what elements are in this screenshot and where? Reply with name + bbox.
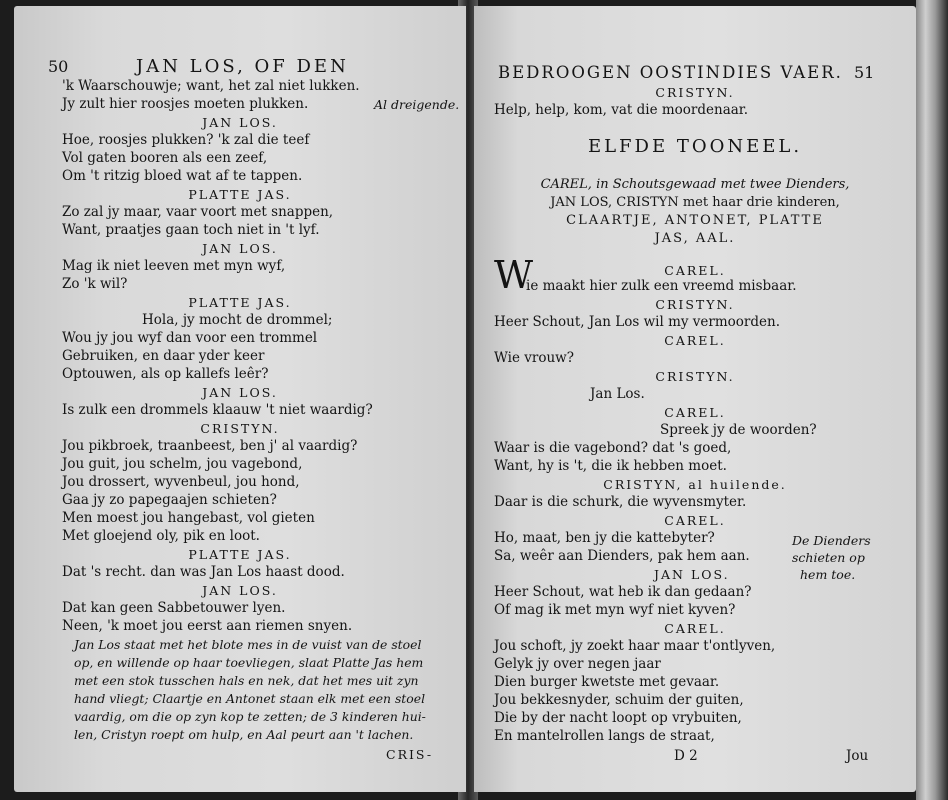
cast-line: CAREL, in Schoutsgewaad met twee Dienders, xyxy=(540,177,850,192)
verse-line: Dien burger kwetste met gevaar. xyxy=(494,674,720,690)
verse-line: Hoe, roosjes plukken? 'k zal die teef xyxy=(62,132,310,148)
verse-line: Ho, maat, ben jy die kattebyter? xyxy=(494,530,715,546)
verse-line: Jou drossert, wyvenbeul, jou hond, xyxy=(62,474,300,490)
speaker-label: PLATTE JAS. xyxy=(188,295,292,310)
verse-line: Of mag ik met myn wyf niet kyven? xyxy=(494,602,736,618)
verse-line: Jy zult hier roosjes moeten plukken. xyxy=(62,96,309,112)
verse-line: Zo zal jy maar, vaar voort met snappen, xyxy=(62,204,334,220)
speaker-label: CRISTYN. xyxy=(655,85,735,100)
speaker-label: PLATTE JAS. xyxy=(188,547,292,562)
verse-line: Want, praatjes gaan toch niet in 't lyf. xyxy=(62,222,320,238)
verse-line: En mantelrollen langs de straat, xyxy=(494,728,715,744)
cast-line: JAS, AAL. xyxy=(654,231,736,246)
verse-line: Gelyk jy over negen jaar xyxy=(494,656,661,672)
verse-line: Om 't ritzig bloed wat af te tappen. xyxy=(62,168,303,184)
verse-line: Wou jy jou wyf dan voor een trommel xyxy=(62,330,318,346)
verse-line: Jan Los. xyxy=(590,386,645,402)
verse-line: Die by der nacht loopt op vrybuiten, xyxy=(494,710,742,726)
cast-line: JAN LOS, CRISTYN met haar drie kinderen, xyxy=(550,195,840,210)
verse-line: Optouwen, als op kallefs leêr? xyxy=(62,366,269,382)
verse-line: Spreek jy de woorden? xyxy=(660,422,817,438)
stage-direction: De Dienders xyxy=(792,533,871,548)
speaker-label: JAN LOS. xyxy=(654,567,730,582)
speaker-label: CAREL. xyxy=(664,405,726,420)
stage-direction: Jan Los staat met het blote mes in de vuist van de stoel xyxy=(74,637,422,652)
stage-direction: op, en willende op haar toevliegen, slaat Platte Jas hem xyxy=(74,655,424,670)
verse-line: ie maakt hier zulk een vreemd misbaar. xyxy=(526,278,797,294)
verse-line: Jou bekkesnyder, schuim der guiten, xyxy=(494,692,744,708)
page-number: 51 xyxy=(854,63,875,82)
verse-line: Vol gaten booren als een zeef, xyxy=(62,150,268,166)
verse-line: Dat 's recht. dan was Jan Los haast dood. xyxy=(62,564,345,580)
verse-line: Jou pikbroek, traanbeest, ben j' al vaardig? xyxy=(62,438,358,454)
speaker-label: CAREL. xyxy=(664,513,726,528)
stage-direction: hand vliegt; Claartje en Antonet staan elk met een stoel xyxy=(74,691,426,706)
left-page xyxy=(14,6,466,792)
stage-direction: len, Cristyn roept om hulp, en Aal peurt aan 't lachen. xyxy=(74,727,414,742)
stage-direction: schieten op xyxy=(792,550,865,565)
verse-line: Daar is die schurk, die wyvensmyter. xyxy=(494,494,747,510)
verse-line: Men moest jou hangebast, vol gieten xyxy=(62,510,315,526)
speaker-label: CAREL. xyxy=(664,333,726,348)
verse-line: Waar is die vagebond? dat 's goed, xyxy=(494,440,732,456)
cast-line: CLAARTJE, ANTONET, PLATTE xyxy=(566,213,824,228)
stage-direction: hem toe. xyxy=(800,567,856,582)
verse-line: Heer Schout, Jan Los wil my vermoorden. xyxy=(494,314,780,330)
speaker-label: CRISTYN. xyxy=(655,297,735,312)
stage-direction: Al dreigende. xyxy=(374,97,460,112)
verse-line: Zo 'k wil? xyxy=(62,276,128,292)
speaker-label: CRISTYN. xyxy=(655,369,735,384)
right-page xyxy=(474,6,916,792)
verse-line: Sa, weêr aan Dienders, pak hem aan. xyxy=(494,548,750,564)
scene-title: ELFDE TOONEEL. xyxy=(587,136,803,157)
verse-line: Jou schoft, jy zoekt haar maar t'ontlyven, xyxy=(494,638,776,654)
verse-line: Hola, jy mocht de drommel; xyxy=(142,312,333,328)
speaker-label: CAREL. xyxy=(664,621,726,636)
stage-direction: met een stok tusschen hals en nek, dat het mes uit zyn xyxy=(74,673,419,688)
stage-direction: vaardig, om die op zyn kop te zetten; de 3 kinderen hui- xyxy=(74,709,426,724)
speaker-label: JAN LOS. xyxy=(202,241,278,256)
verse-line: Wie vrouw? xyxy=(494,350,574,366)
speaker-label: JAN LOS. xyxy=(202,115,278,130)
page-number: 50 xyxy=(48,57,69,76)
verse-line: Want, hy is 't, die ik hebben moet. xyxy=(494,458,727,474)
verse-line: Mag ik niet leeven met myn wyf, xyxy=(62,258,286,274)
verse-line: Dat kan geen Sabbetouwer lyen. xyxy=(62,600,286,616)
verse-line: Neen, 'k moet jou eerst aan riemen snyen. xyxy=(62,618,353,634)
speaker-label: CRISTYN, al huilende. xyxy=(603,477,787,492)
verse-line: Help, help, kom, vat die moordenaar. xyxy=(494,102,749,118)
speaker-label: JAN LOS. xyxy=(202,583,278,598)
catchword: CRIS- xyxy=(386,747,434,762)
verse-line: Gebruiken, en daar yder keer xyxy=(62,348,265,364)
running-head: BEDROOGEN OOSTINDIES VAER. xyxy=(498,63,843,82)
verse-line: Is zulk een drommels klaauw 't niet waardig? xyxy=(62,402,373,418)
speaker-label: JAN LOS. xyxy=(202,385,278,400)
verse-line: Jou guit, jou schelm, jou vagebond, xyxy=(62,456,303,472)
verse-line: 'k Waarschouwje; want, het zal niet lukken. xyxy=(62,78,360,94)
speaker-label: CAREL. xyxy=(664,263,726,278)
catchword: Jou xyxy=(846,748,869,764)
running-head: JAN LOS, OF DEN xyxy=(136,56,349,77)
signature-mark: D 2 xyxy=(674,748,698,764)
page-edges xyxy=(916,0,948,800)
speaker-label: PLATTE JAS. xyxy=(188,187,292,202)
speaker-label: CRISTYN. xyxy=(200,421,280,436)
verse-line: Met gloejend oly, pik en loot. xyxy=(62,528,260,544)
drop-capital: W xyxy=(494,253,534,297)
verse-line: Gaa jy zo papegaajen schieten? xyxy=(62,492,277,508)
verse-line: Heer Schout, wat heb ik dan gedaan? xyxy=(494,584,752,600)
